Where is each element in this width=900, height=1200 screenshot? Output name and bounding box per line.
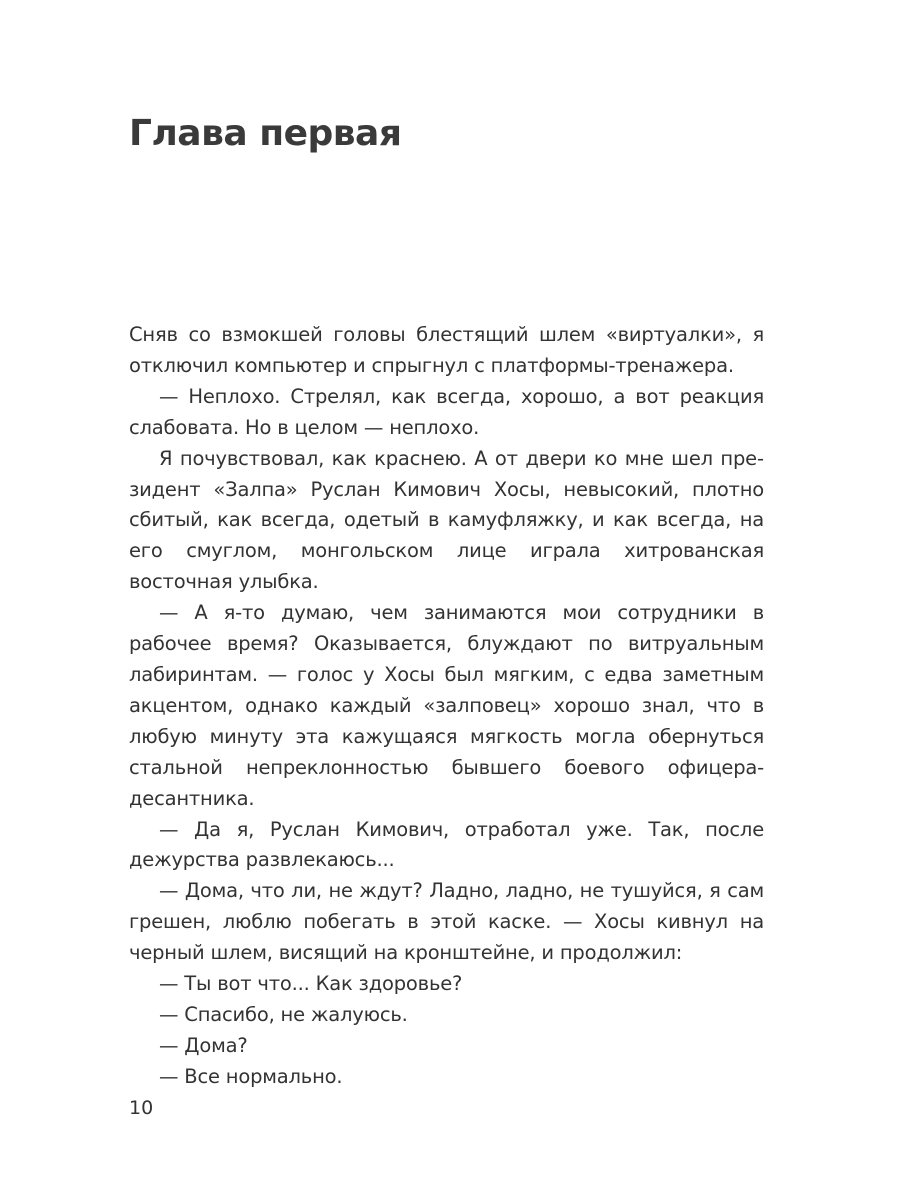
paragraph: — Да я, Руслан Кимович, отработал уже. Так, после дежурства развлекаюсь... <box>129 817 764 872</box>
paragraph: — Дома, что ли, не ждут? Ладно, ладно, не тушуйся, я сам грешен, люблю побегать в этой каске. — Хосы кивнул на черный шлем, висящий на кронштейне, и продолжил: <box>129 879 764 965</box>
paragraph: — А я-то думаю, чем занимаются мои сотрудники в рабочее время? Оказывается, блуждают по витруальным лабиринтам. — голос у Хосы был мягким, с едва заметным акцентом, однако каждый «залповец» хорошо знал, что в любую минуту эта кажущаяся мягкость могла обернуться стальной непреклонностью бывшего боевого офицера-десантника. <box>129 601 764 810</box>
page-number: 10 <box>129 1097 154 1119</box>
chapter-title: Глава первая <box>129 113 402 154</box>
paragraph: Я почувствовал, как краснею. А от двери ко мне шел президент «Залпа» Руслан Кимович Хосы, невысокий, плотно сбитый, как всегда, одетый в камуфляжку, и как всегда, на его смуглом, монгольском лице играла хитрованская восточная улыбка. <box>129 446 764 594</box>
paragraph: — Дома? <box>159 1033 248 1057</box>
paragraph: Сняв со взмокшей головы блестящий шлем «виртуалки», я отключил компьютер и спрыгнул с платформы-тренажера. <box>129 323 764 377</box>
paragraph: — Спасибо, не жалуюсь. <box>159 1002 408 1026</box>
paragraph: — Неплохо. Стрелял, как всегда, хорошо, а вот реакция слабовата. Но в целом — неплохо. <box>129 384 764 439</box>
paragraph: — Все нормально. <box>159 1064 343 1088</box>
body-text <box>129 320 764 1093</box>
paragraph: — Ты вот что... Как здоровье? <box>159 972 463 996</box>
